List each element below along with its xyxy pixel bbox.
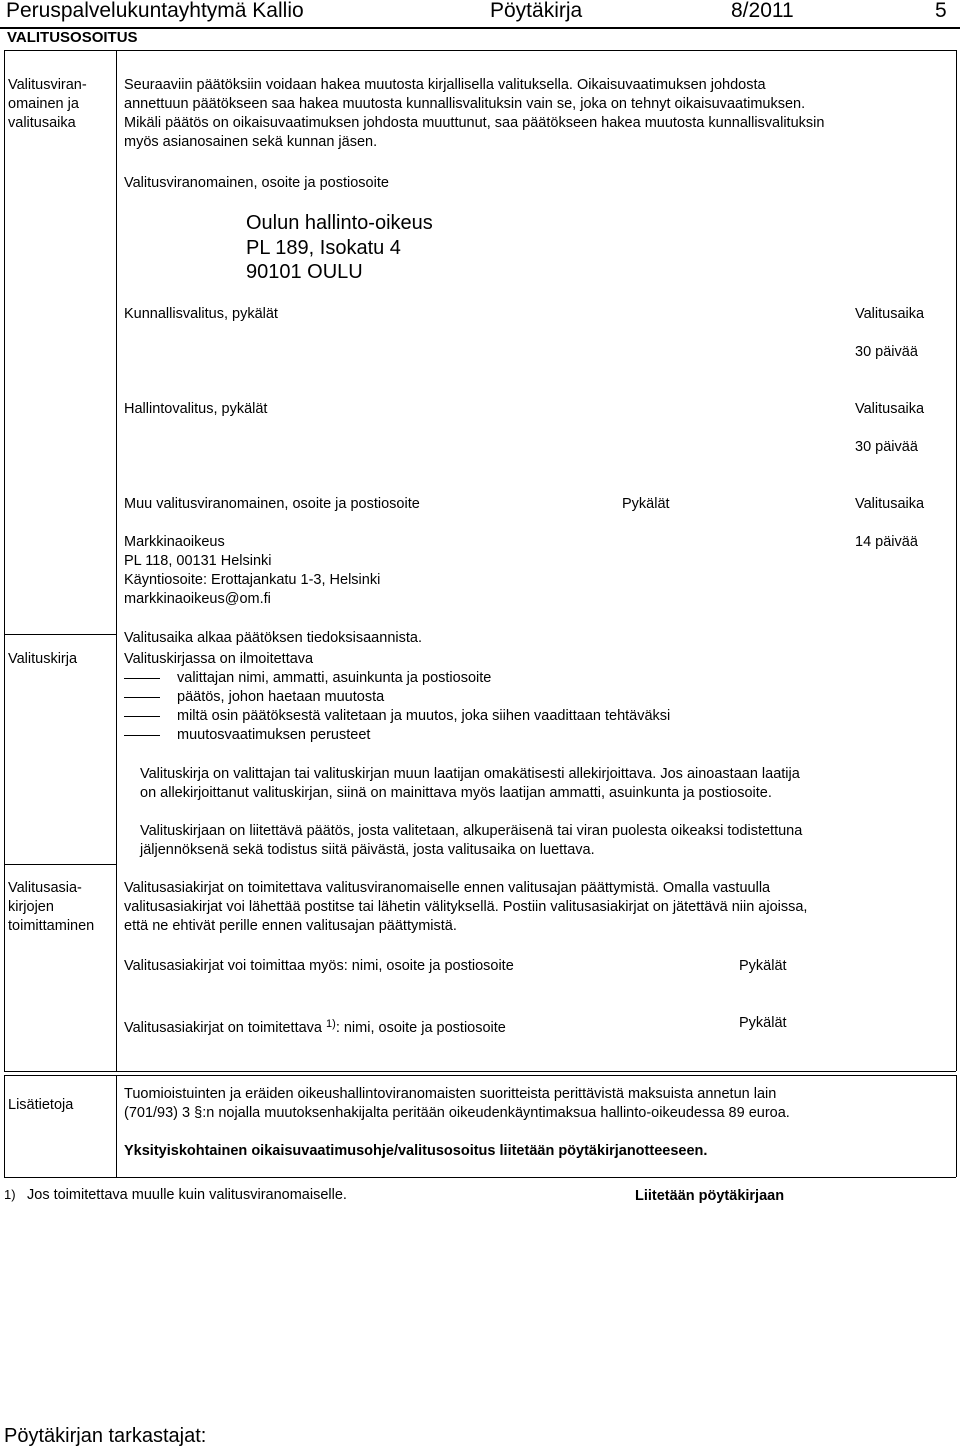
other-authority-heading: Muu valitusviranomainen, osoite ja postiosoite (124, 496, 420, 512)
row-divider (4, 634, 116, 635)
info-border-bottom (4, 1177, 956, 1178)
info-border-right (956, 1075, 957, 1177)
other-authority-period: 14 päivää (855, 534, 918, 550)
side-label-authority: Valitusviran- omainen ja valitusaika (8, 77, 87, 131)
admin-appeal-period-label: Valitusaika (855, 401, 925, 417)
additional-info-note: Yksityiskohtainen oikaisuvaatimusohje/valitusosoitus liitetään pöytäkirjanotteeseen. (124, 1143, 708, 1159)
table-border-top (4, 50, 956, 51)
table-border-left (4, 50, 5, 1071)
dash-bullet (124, 716, 160, 717)
info-border-top (4, 1075, 956, 1076)
document-type: Pöytäkirja (490, 0, 583, 22)
dash-bullet (124, 735, 160, 736)
row-divider (4, 864, 116, 865)
other-authority-sections: Pykälät (622, 496, 670, 512)
municipal-appeal-label: Kunnallisvalitus, pykälät (124, 306, 278, 322)
municipal-appeal-period-label: Valitusaika (855, 306, 925, 322)
footnote-text: Jos toimitettava muulle kuin valitusviranomaiselle. (27, 1187, 347, 1203)
column-divider (116, 50, 117, 1071)
period-start-note: Valitusaika alkaa päätöksen tiedoksisaannista. (124, 630, 422, 646)
authority-address: Oulun hallinto-oikeus PL 189, Isokatu 4 90101 OULU (246, 212, 433, 283)
list-item: valittajan nimi, ammatti, asuinkunta ja postiosoite (124, 669, 670, 688)
attachment-note: Liitetään pöytäkirjaan (635, 1188, 785, 1204)
appeal-letter-intro: Valituskirjassa on ilmoitettava (124, 651, 314, 667)
municipal-appeal-period: 30 päivää (855, 344, 918, 360)
footer-reviewers: Pöytäkirjan tarkastajat: (4, 1425, 207, 1447)
page-number: 5 (935, 0, 947, 22)
list-item: muutosvaatimuksen perusteet (124, 726, 670, 745)
admin-appeal-period: 30 päivää (855, 439, 918, 455)
appeal-letter-requirements (124, 669, 670, 745)
list-item: päätös, johon haetaan muutosta (124, 688, 670, 707)
delivery-must-sections: Pykälät (739, 1015, 787, 1031)
additional-info-text: Tuomioistuinten ja eräiden oikeushallintoviranomaisten suoritteista perittävistä maksuista annetun lain (701/93) 3 §:n nojalla muutoksenhakijalta peritään oikeudenkäyntimaksua hallinto-oikeudessa 89 euroa. (124, 1086, 790, 1121)
section-title: VALITUSOSOITUS (7, 29, 138, 46)
info-border-left (4, 1075, 5, 1177)
other-authority-period-label: Valitusaika (855, 496, 925, 512)
table-border-bottom (4, 1071, 956, 1072)
appeal-letter-attachments: Valituskirjaan on liitettävä päätös, josta valitetaan, alkuperäisenä tai viran puolesta oikeaksi todistettuna jäljennöksenä sekä todistus siitä päivästä, josta valitusaika on luettava. (140, 823, 803, 858)
org-name: Peruspalvelukuntayhtymä Kallio (6, 0, 304, 22)
footnote-mark: 1) (4, 1187, 16, 1202)
admin-appeal-label: Hallintovalitus, pykälät (124, 401, 268, 417)
dash-bullet (124, 678, 160, 679)
intro-paragraph: Seuraaviin päätöksiin voidaan hakea muutosta kirjallisella valituksella. Oikaisuvaatimuksen johdosta annettuun päätökseen saa hakea muutosta kunnallisvalituksin vain se, joka on tehnyt oikaisuvaatimuksen. Mikäli päätös on oikaisuvaatimuksen johdosta muuttunut, saa päätökseen hakea muutosta kunnallisvalituksin myös asianosainen sekä kunnan jäsen. (124, 77, 825, 150)
side-label-appeal-letter: Valituskirja (8, 651, 78, 667)
delivery-paragraph: Valitusasiakirjat on toimitettava valitusviranomaiselle ennen valitusajan päättymistä. Omalla vastuulla valitusasiakirjat voi lähettää postitse tai lähetin välityksellä. Postiin valitusasiakirjat on jätettävä niin ajoissa, että ne ehtivät perille ennen valitusajan päättymistä. (124, 880, 808, 934)
side-label-delivery: Valitusasia- kirjojen toimittaminen (8, 880, 95, 934)
delivery-also-label: Valitusasiakirjat voi toimittaa myös: nimi, osoite ja postiosoite (124, 958, 514, 974)
info-column-divider (116, 1075, 117, 1177)
dash-bullet (124, 697, 160, 698)
table-border-right (956, 50, 957, 1071)
list-item: miltä osin päätöksestä valitetaan ja muutos, joka siihen vaadittaan tehtäväksi (124, 707, 670, 726)
header-rule (0, 27, 960, 29)
other-authority-address: Markkinaoikeus PL 118, 00131 Helsinki Käyntiosoite: Erottajankatu 1-3, Helsinki markkinaoikeus@om.fi (124, 534, 381, 607)
side-label-additional: Lisätietoja (8, 1097, 74, 1113)
delivery-must-label: Valitusasiakirjat on toimitettava $^{1)}$: nimi, osoite ja postiosoite (124, 1018, 506, 1036)
delivery-also-sections: Pykälät (739, 958, 787, 974)
appeal-letter-signing: Valituskirja on valittajan tai valituskirjan muun laatijan omakätisesti allekirjoittava. Jos ainoastaan laatija on allekirjoittanut valituskirjan, siinä on mainittava myös laatijan ammatti, asuinkunta ja postiosoite. (140, 766, 800, 801)
authority-heading: Valitusviranomainen, osoite ja postiosoite (124, 175, 389, 191)
document-number: 8/2011 (731, 0, 794, 22)
